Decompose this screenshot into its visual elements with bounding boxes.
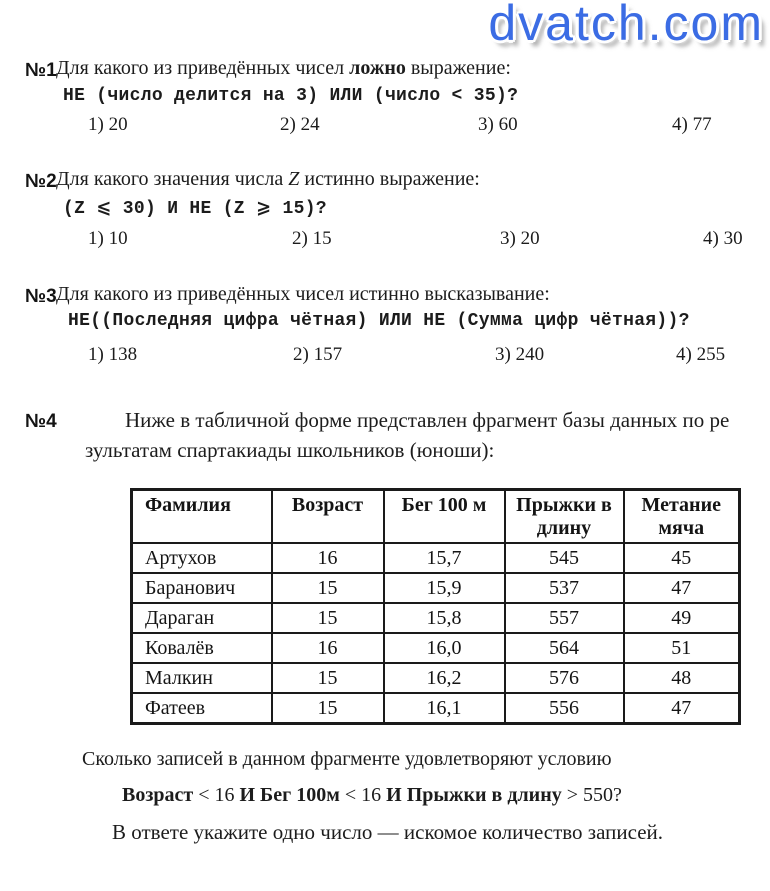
answer-option: 3) 240 — [495, 344, 545, 365]
table-cell: 16 — [272, 543, 384, 573]
table-cell: 49 — [624, 603, 740, 633]
table-cell: 15,9 — [384, 573, 505, 603]
question-1-intro: Для какого из приведённых чисел ложно выражение: — [56, 57, 511, 79]
table-cell: Ковалёв — [132, 633, 272, 663]
answer-option: 3) 20 — [500, 228, 540, 249]
count-question: Сколько записей в данном фрагменте удовлетворяют условию — [82, 748, 612, 770]
answer-option: 2) 15 — [292, 228, 332, 249]
answer-option: 1) 10 — [88, 228, 128, 249]
table-header-cell: Метание мяча — [624, 490, 740, 544]
question-1-keyword: ложно — [349, 57, 406, 79]
question-2-number: №2 — [25, 171, 57, 192]
table-cell: 48 — [624, 663, 740, 693]
condition-and: И — [386, 784, 402, 806]
table-cell: 556 — [505, 693, 624, 724]
question-3-expression: НЕ((Последняя цифра чётная) ИЛИ НЕ (Сумма цифр чётная))? — [68, 311, 690, 331]
table-cell: Фатеев — [132, 693, 272, 724]
table-cell: 16 — [272, 633, 384, 663]
question-2-expression: (Z ⩽ 30) И НЕ (Z ⩾ 15)? — [63, 199, 327, 219]
table-cell: 15 — [272, 663, 384, 693]
table-cell: 15,7 — [384, 543, 505, 573]
table-cell: 16,0 — [384, 633, 505, 663]
table-cell: 557 — [505, 603, 624, 633]
question-1-expression: НЕ (число делится на 3) ИЛИ (число < 35)? — [63, 86, 519, 106]
table-cell: 537 — [505, 573, 624, 603]
table-cell: 16,1 — [384, 693, 505, 724]
answer-option: 2) 157 — [293, 344, 343, 365]
table-cell: 15 — [272, 573, 384, 603]
table-row — [132, 603, 740, 633]
condition-field: Возраст — [122, 784, 194, 806]
question-4-number: №4 — [25, 411, 57, 432]
answer-option: 3) 60 — [478, 114, 518, 135]
table-cell: 45 — [624, 543, 740, 573]
table-header-cell: Прыжки в длину — [505, 490, 624, 544]
table-header-cell: Фамилия — [132, 490, 272, 544]
question-3-number: №3 — [25, 286, 57, 307]
table-cell: Малкин — [132, 663, 272, 693]
question-3-intro: Для какого из приведённых чисел истинно высказывание: — [56, 283, 550, 305]
question-1-number: №1 — [25, 60, 57, 81]
table-cell: 545 — [505, 543, 624, 573]
condition-and: И — [239, 784, 256, 806]
table-cell: 576 — [505, 663, 624, 693]
answer-option: 4) 77 — [672, 114, 712, 135]
answer-option: 4) 30 — [703, 228, 743, 249]
table-cell: 15 — [272, 693, 384, 724]
question-2-variable: Z — [288, 168, 300, 190]
question-4-text-line2: зультатам спартакиады школьников (юноши): — [85, 438, 495, 462]
answer-option: 4) 255 — [676, 344, 726, 365]
table-cell: 564 — [505, 633, 624, 663]
watermark-text: dvatch.com — [488, 0, 764, 51]
table-header-row — [132, 490, 740, 544]
table-cell: 16,2 — [384, 663, 505, 693]
answer-option: 1) 20 — [88, 114, 128, 135]
table-header-cell: Бег 100 м — [384, 490, 505, 544]
condition-line: Возраст < 16 И Бег 100м < 16 И Прыжки в длину > 550? — [122, 784, 622, 806]
table-row — [132, 543, 740, 573]
question-2-intro: Для какого значения числа Z истинно выражение: — [56, 168, 480, 190]
answer-note: В ответе укажите одно число — искомое количество записей. — [112, 820, 664, 844]
question-4-text-line1: Ниже в табличной форме представлен фрагмент базы данных по ре — [125, 408, 730, 432]
condition-field: Прыжки в длину — [406, 784, 562, 806]
table-cell: 15 — [272, 603, 384, 633]
table-cell: 15,8 — [384, 603, 505, 633]
table-cell: Артухов — [132, 543, 272, 573]
condition-field: Бег 100м — [260, 784, 340, 806]
answer-option: 2) 24 — [280, 114, 320, 135]
table-cell: 51 — [624, 633, 740, 663]
table-row — [132, 663, 740, 693]
results-table — [130, 488, 741, 725]
table-cell: 47 — [624, 573, 740, 603]
table-cell: Баранович — [132, 573, 272, 603]
table-cell: 47 — [624, 693, 740, 724]
answer-option: 1) 138 — [88, 344, 138, 365]
table-row — [132, 573, 740, 603]
table-cell: Дараган — [132, 603, 272, 633]
table-header-cell: Возраст — [272, 490, 384, 544]
table-row — [132, 633, 740, 663]
table-row — [132, 693, 740, 724]
